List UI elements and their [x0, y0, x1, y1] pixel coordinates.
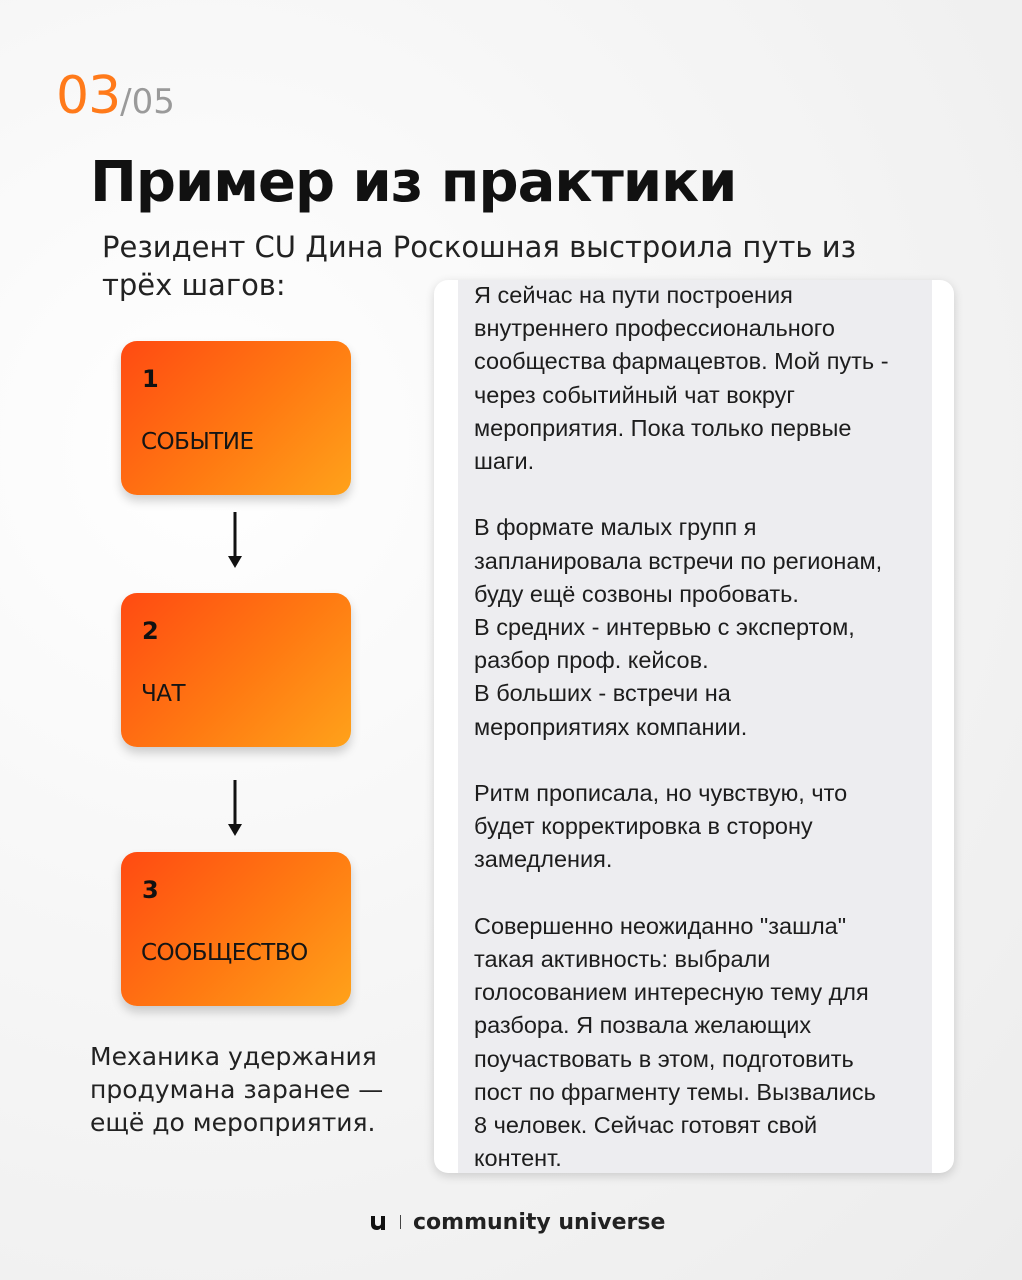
step-number: 1 — [142, 365, 159, 393]
arrow-down-icon — [226, 780, 244, 838]
message-text: Я сейчас на пути построения внутреннего профессионального сообщества фармацевтов. Мой путь - через событийный чат вокруг мероприятия. Пока только первые шаги. В формате малых групп я запланировала встречи по регионам, буду ещё созвоны пробовать. В средних - интервью с экспертом, разбор проф. кейсов. В больших - встречи на мероприятиях компании. Ритм прописала, но чувствую, что будет корректировка в сторону замедления. Совершенно неожиданно "зашла" такая активность: выбрали голосованием интересную тему для разбора. Я позвала желающих поучаствовать в этом, подготовить пост по фрагменту темы. Вызвались 8 человек. Сейчас готовят свой контент. — [474, 282, 889, 1172]
step-label: СООБЩЕСТВО — [141, 940, 308, 966]
step-card-chat — [121, 593, 351, 747]
retention-note: Механика удержания продумана заранее — ещё до мероприятия. — [90, 1042, 384, 1137]
footer — [370, 1206, 665, 1238]
slide-counter — [56, 66, 175, 126]
cu-logo-icon — [370, 1214, 386, 1230]
slide-total: /05 — [120, 82, 175, 122]
step-card-community — [121, 852, 351, 1006]
footer-divider — [400, 1215, 401, 1229]
message-bubble — [458, 280, 932, 1173]
step-number: 2 — [142, 617, 159, 645]
slide-current: 03 — [56, 66, 121, 126]
step-number: 3 — [142, 876, 159, 904]
page-title: Пример из практики — [90, 150, 737, 215]
step-label: СОБЫТИЕ — [141, 429, 254, 455]
brand-name: community universe — [413, 1209, 666, 1235]
arrow-down-icon — [226, 512, 244, 570]
step-label: ЧАТ — [141, 681, 186, 707]
chat-message-screenshot — [434, 280, 954, 1173]
subtitle: Резидент CU Дина Роскошная выстроила путь из трёх шагов: — [102, 230, 857, 302]
step-card-event — [121, 341, 351, 495]
